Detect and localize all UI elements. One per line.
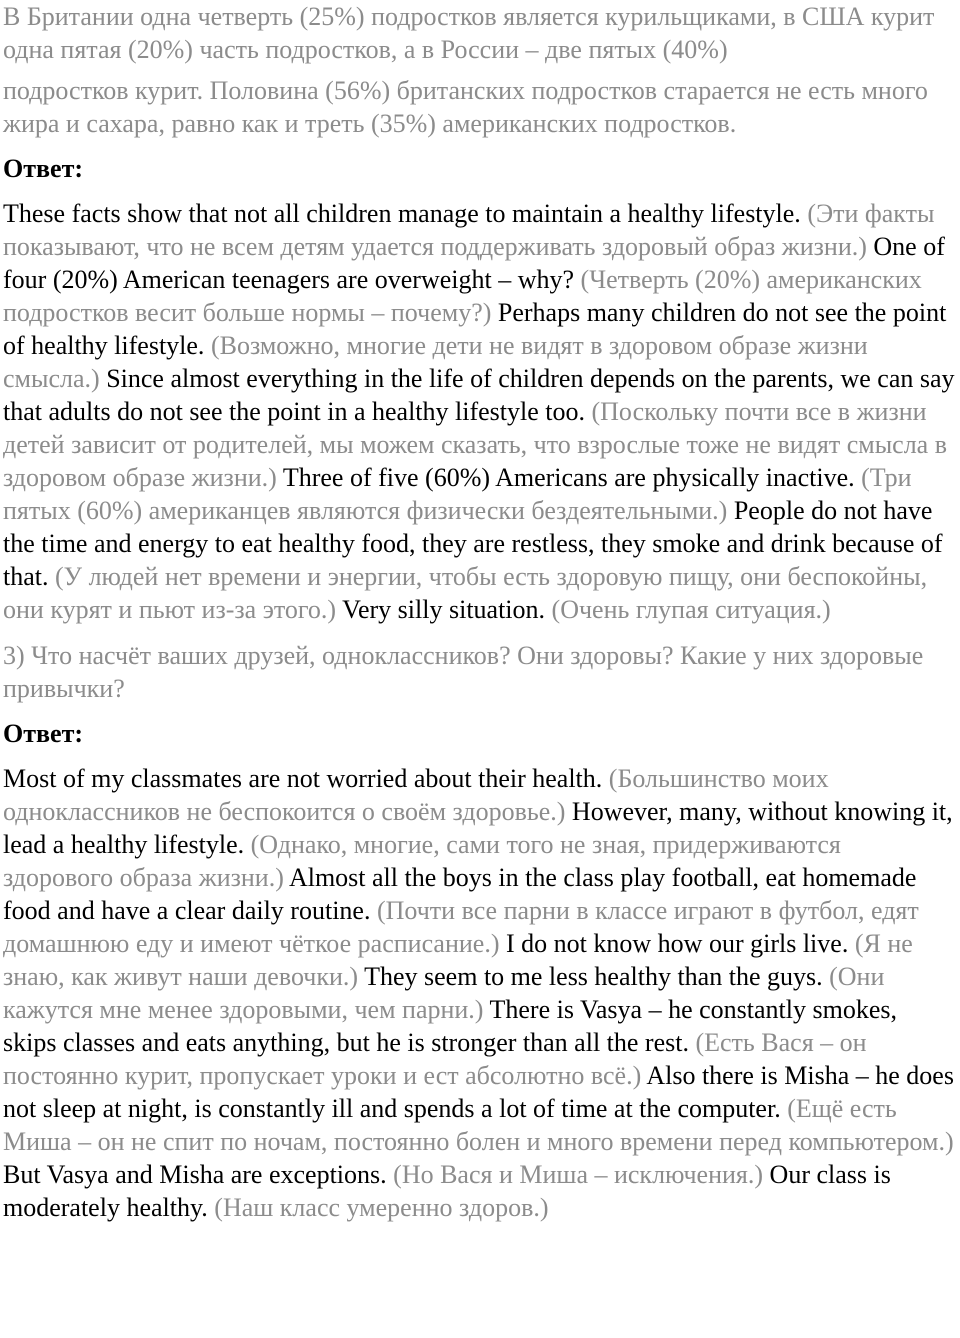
russian-translation: (Но Вася и Миша – исключения.) [393,1160,764,1189]
russian-translation: (Я не знаю, как живут наши девочки.) [3,929,913,991]
english-sentence: Most of my classmates are not worried about their health. [3,764,603,793]
english-sentence: Also there is Misha – he does not sleep at night, is constantly ill and spends a lot of time at the computer. [3,1061,954,1123]
russian-translation: (Наш класс умеренно здоров.) [214,1193,549,1222]
english-sentence: People do not have the time and energy to eat healthy food, they are restless, they smoke and drink because of that. [3,496,943,591]
english-sentence: Very silly situation. [342,595,546,624]
answer-paragraph [3,762,956,1224]
intro-paragraph-2: подростков курит. Половина (56%) британских подростков старается не есть много жира и сахара, равно как и треть (35%) американских подростков. [3,76,928,138]
english-sentence: However, many, without knowing it, lead a healthy lifestyle. [3,797,953,859]
russian-translation: (Почти все парни в классе играют в футбол, едят домашнюю еду и имеют чёткое расписание.) [3,896,919,958]
russian-translation: (Большинство моих одноклассников не беспокоится о своём здоровье.) [3,764,829,826]
answer-label: Ответ: [3,719,84,748]
russian-translation: (У людей нет времени и энергии, чтобы есть здоровую пищу, они беспокойны, они курят и пьют из-за этого.) [3,562,928,624]
english-sentence: Perhaps many children do not see the point of healthy lifestyle. [3,298,947,360]
russian-translation: (Эти факты показывают, что не всем детям удается поддерживать здоровый образ жизни.) [3,199,935,261]
question-3: 3) Что насчёт ваших друзей, одноклассников? Они здоровы? Какие у них здоровые привычки? [3,641,924,703]
answer-paragraph [3,197,956,626]
russian-translation: (Поскольку почти все в жизни детей зависит от родителей, мы можем сказать, что взрослые тоже не видят смысла в здоровом образе жизни.) [3,397,947,492]
russian-translation: (Три пятых (60%) американцев являются физически бездеятельными.) [3,463,912,525]
russian-translation: (Возможно, многие дети не видят в здоровом образе жизни смысла.) [3,331,868,393]
english-sentence: Since almost everything in the life of children depends on the parents, we can say that adults do not see the point in a healthy lifestyle too. [3,364,955,426]
russian-translation: (Очень глупая ситуация.) [551,595,831,624]
intro-paragraph-1: В Британии одна четверть (25%) подростков является курильщиками, в США курит одна пятая (20%) часть подростков, а в России – две пятых (40%) [3,2,935,64]
english-sentence: One of four (20%) American teenagers are overweight – why? [3,232,945,294]
english-sentence: But Vasya and Misha are exceptions. [3,1160,387,1189]
russian-translation: (Ещё есть Миша – он не спит по ночам, постоянно болен и много времени перед компьютером.) [3,1094,954,1156]
english-sentence: Three of five (60%) Americans are physically inactive. [282,463,855,492]
answer-label: Ответ: [3,154,84,183]
english-sentence: Our class is moderately healthy. [3,1160,891,1222]
russian-translation: (Однако, многие, сами того не зная, придерживаются здорового образа жизни.) [3,830,841,892]
english-sentence: They seem to me less healthy than the guys. [364,962,823,991]
russian-translation: (Четверть (20%) американских подростков весит больше нормы – почему?) [3,265,922,327]
english-sentence: Almost all the boys in the class play football, eat homemade food and have a clear daily routine. [3,863,917,925]
english-sentence: There is Vasya – he constantly smokes, skips classes and eats anything, but he is stronger than all the rest. [3,995,897,1057]
russian-translation: (Есть Вася – он постоянно курит, пропускает уроки и ест абсолютно всё.) [3,1028,867,1090]
english-sentence: These facts show that not all children manage to maintain a healthy lifestyle. [3,199,801,228]
russian-translation: (Они кажутся мне менее здоровыми, чем парни.) [3,962,885,1024]
english-sentence: I do not know how our girls live. [506,929,849,958]
